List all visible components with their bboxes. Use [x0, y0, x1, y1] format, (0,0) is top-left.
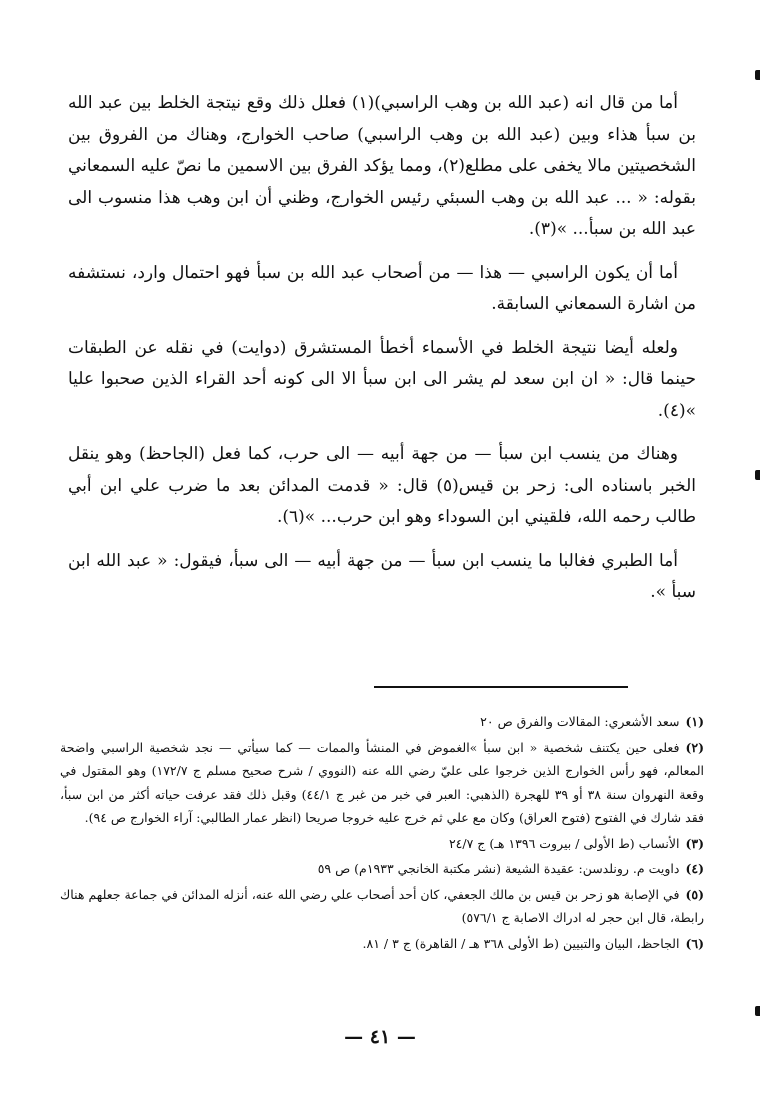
footnote-separator: [374, 686, 628, 688]
footnote-number: (٥): [685, 886, 704, 902]
footnotes: [60, 710, 704, 957]
footnote-text: فعلى حين يكتنف شخصية « ابن سبأ »الغموض في المنشأ والممات — كما سيأتي — نجد شخصية الراسبي واضحة المعالم، فهو رأس الخوارج الذين خرجوا على عليّ رضي الله عنه (النووي / شرح صحيح مسلم ج ١٧٢/٧) وهو المقتول في وقعة النهروان سنة ٣٨ أو ٣٩ للهجرة (الذهبي: العبر في خبر من غبر ج ٤٤/١) وقبل ذلك فقد عرفت حياته أكثر من ابن سبأ، فقد شارك في الفتوح (فتوح العراق) وكان مع علي ثم خرج عليه خروجا صريحا (انظر عمار الطالبي: آراء الخوارج ص ٩٤).: [60, 739, 704, 825]
paragraph-3: ولعله أيضا نتيجة الخلط في الأسماء أخطأ المستشرق (دوايت) في نقله عن الطبقات حينما قال: « ان ابن سعد لم يشر الى ابن سبأ الا الى كونه أحد القراء الذين صحبوا عليا »(٤).: [68, 337, 696, 421]
binding-mark: [755, 470, 760, 480]
footnote-3: [60, 832, 704, 856]
footnote-number: (١): [685, 714, 704, 729]
footnote-6: [60, 932, 704, 956]
paragraph-5: أما الطبري فغالبا ما ينسب ابن سبأ — من جهة أبيه — الى سبأ، فيقول: « عبد الله ابن سبأ ».: [68, 550, 696, 602]
footnote-number: (٤): [685, 861, 704, 876]
footnote-text: الجاحظ، البيان والتبيين (ط الأولى ٣٦٨ هـ / القاهرة) ج ٣ / ٨١.: [362, 935, 680, 951]
footnote-number: (٦): [685, 935, 704, 951]
footnote-text: داويت م. رونلدسن: عقيدة الشيعة (نشر مكتبة الخانجي ١٩٣٣م) ص ٥٩: [317, 861, 680, 876]
paragraph-4: وهناك من ينسب ابن سبأ — من جهة أبيه — الى حرب، كما فعل (الجاحظ) وهو ينقل الخبر باسناده الى: زحر بن قيس(٥) قال: « قدمت المدائن بعد ما ضرب علي ابن أبي طالب رحمه الله، فلقيني ابن السوداء وهو ابن حرب... »(٦).: [68, 444, 697, 527]
footnote-5: [60, 883, 704, 930]
footnote-text: الأنساب (ط الأولى / بيروت ١٣٩٦ هـ) ج ٢٤/٧: [448, 835, 680, 851]
main-text: [68, 88, 696, 621]
footnote-4: [60, 857, 704, 881]
footnote-text: سعد الأشعري: المقالات والفرق ص ٢٠: [480, 714, 680, 729]
paragraph-2: أما أن يكون الراسبي — هذا — من أصحاب عبد الله بن سبأ فهو احتمال وارد، نستشفه من اشارة السمعاني السابقة.: [68, 262, 696, 314]
footnote-1: [60, 710, 704, 734]
binding-mark: [755, 70, 760, 80]
footnote-number: (٣): [685, 835, 704, 851]
footnote-2: [60, 736, 704, 830]
paragraph-1: أما من قال انه (عبد الله بن وهب الراسبي)(١) فعلل ذلك وقع نيتجة الخلط بين عبد الله بن سبأ هذاء وبين (عبد الله بن وهب الراسبي) صاحب الخوارج، وهناك من الفروق بين الشخصيتين مالا يخفى على مطلع(٢)، ومما يؤكد الفرق بين الاسمين ما نصّ عليه السمعاني بقوله: « ... عبد الله بن وهب السبئي رئيس الخوارج، وظني أن ابن وهب هذا منسوب الى عبد الله بن سبأ... »(٣).: [68, 93, 696, 239]
binding-mark: [755, 1006, 760, 1016]
footnote-number: (٢): [685, 739, 704, 755]
footnote-text: في الإصابة هو زحر بن قيس بن مالك الجعفي، كان أحد أصحاب علي رضي الله عنه، أنزله المدائن في جماعة جعلهم هناك رابطة، قال ابن حجر له ادراك الاصابة ج ٥٧٦/١): [60, 886, 704, 925]
page-number: — ٤١ —: [344, 1026, 416, 1048]
